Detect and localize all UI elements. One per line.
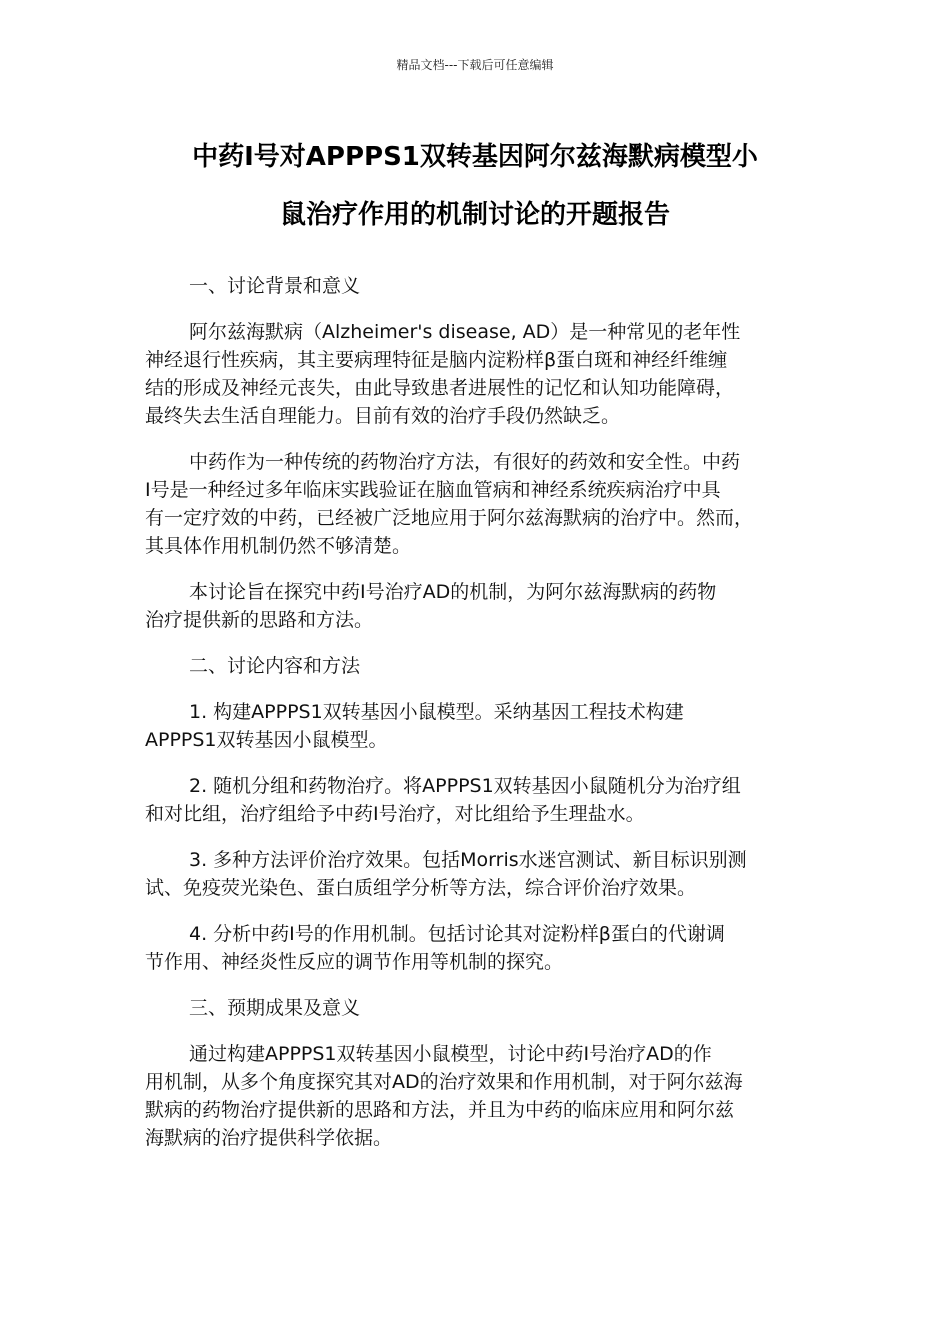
paragraph-tcm-intro: [145, 448, 810, 560]
text-line: APPPS1双转基因小鼠模型。: [145, 729, 388, 751]
section-heading-background: 一、讨论背景和意义: [189, 275, 361, 297]
title-line-2: 鼠治疗作用的机制讨论的开题报告: [279, 200, 670, 230]
text-line: 默病的药物治疗提供新的思路和方法，并且为中药的临床应用和阿尔兹: [145, 1099, 735, 1121]
text-line: 3. 多种方法评价治疗效果。包括Morris水迷宫测试、新目标识别测: [189, 849, 747, 871]
text-line: 中药作为一种传统的药物治疗方法，有很好的药效和安全性。中药: [189, 451, 741, 473]
section-heading-methods: 二、讨论内容和方法: [189, 655, 361, 677]
text-line: 结的形成及神经元丧失，由此导致患者进展性的记忆和认知功能障碍，: [145, 377, 735, 399]
text-line: 海默病的治疗提供科学依据。: [145, 1127, 393, 1149]
text-line: 其具体作用机制仍然不够清楚。: [145, 535, 412, 557]
text-line: 有一定疗效的中药，已经被广泛地应用于阿尔兹海默病的治疗中。然而，: [145, 507, 754, 529]
page-header: 精品文档---下载后可任意编辑: [396, 58, 554, 72]
text-line: 2. 随机分组和药物治疗。将APPPS1双转基因小鼠随机分为治疗组: [189, 775, 741, 797]
text-line: 阿尔兹海默病（Alzheimer's disease, AD）是一种常见的老年性: [189, 321, 741, 343]
section-heading-outcomes: 三、预期成果及意义: [189, 997, 361, 1019]
text-line: 最终失去生活自理能力。目前有效的治疗手段仍然缺乏。: [145, 405, 621, 427]
text-line: 节作用、神经炎性反应的调节作用等机制的探究。: [145, 951, 564, 973]
text-line: 神经退行性疾病，其主要病理特征是脑内淀粉样β蛋白斑和神经纤维缠: [145, 349, 728, 371]
title-line-1: 中药Ⅰ号对APPPS1双转基因阿尔兹海默病模型小: [192, 142, 758, 172]
text-line: 本讨论旨在探究中药Ⅰ号治疗AD的机制，为阿尔兹海默病的药物: [189, 581, 717, 603]
text-line: 治疗提供新的思路和方法。: [145, 609, 374, 631]
text-line: 和对比组，治疗组给予中药Ⅰ号治疗，对比组给予生理盐水。: [145, 803, 645, 825]
text-line: 用机制，从多个角度探究其对AD的治疗效果和作用机制，对于阿尔兹海: [145, 1071, 743, 1093]
paragraph-purpose: [145, 578, 810, 634]
text-line: 4. 分析中药Ⅰ号的作用机制。包括讨论其对淀粉样β蛋白的代谢调: [189, 923, 725, 945]
paragraph-expected-outcomes: [145, 1040, 810, 1152]
document-body: [145, 272, 810, 1170]
method-item-4: [145, 920, 810, 976]
text-line: 1. 构建APPPS1双转基因小鼠模型。采纳基因工程技术构建: [189, 701, 684, 723]
method-item-2: [145, 772, 810, 828]
document-title: [90, 128, 860, 244]
paragraph-ad-definition: [145, 318, 810, 430]
method-item-3: [145, 846, 810, 902]
method-item-1: [145, 698, 810, 754]
text-line: 试、免疫荧光染色、蛋白质组学分析等方法，综合评价治疗效果。: [145, 877, 697, 899]
text-line: 通过构建APPPS1双转基因小鼠模型，讨论中药Ⅰ号治疗AD的作: [189, 1043, 712, 1065]
text-line: Ⅰ号是一种经过多年临床实践验证在脑血管病和神经系统疾病治疗中具: [145, 479, 721, 501]
